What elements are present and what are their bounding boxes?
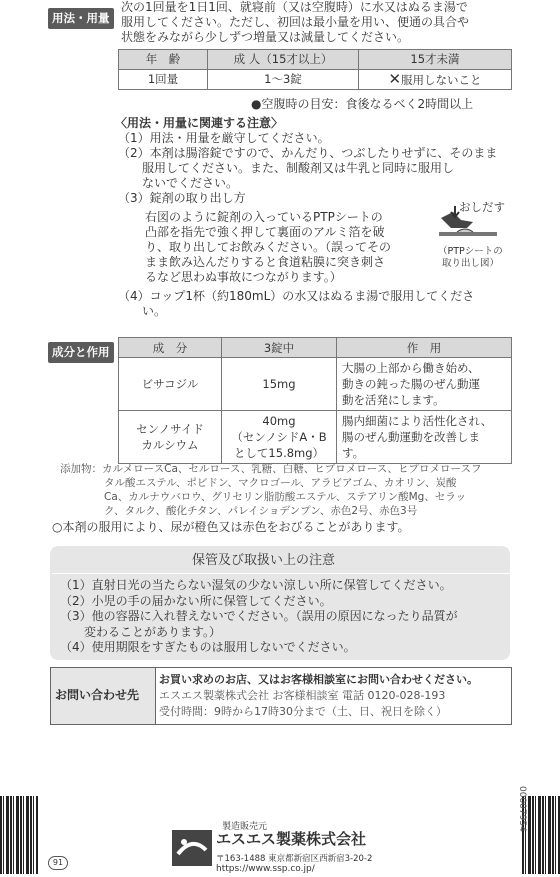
- additives-line: 添加物：カルメロースCa、セルロース、乳糖、白糖、ヒプロメロース、ヒプロメロースフ: [60, 463, 482, 475]
- table-cell: [359, 70, 512, 90]
- list-item: ないでください。: [118, 176, 239, 190]
- table-cell: [222, 411, 337, 464]
- maker-name: エスエス製薬株式会社: [216, 830, 367, 848]
- contact-line: お買い求めのお店、又はお客様相談室にお問い合わせください。: [159, 673, 478, 686]
- list-item: （3）錠剤の取り出し方: [118, 191, 246, 205]
- table-row: [119, 50, 512, 70]
- list-item: （1）直射日光の当たらない湿気の少ない涼しい所に保管してください。: [60, 578, 452, 592]
- table-row: [119, 338, 512, 358]
- usage-text: [121, 0, 521, 45]
- ingredients-table: [118, 337, 512, 464]
- ptp-line: 右図のように錠剤の入っているPTPシートの: [145, 210, 383, 224]
- table-row: [119, 70, 512, 90]
- usage-line: 次の1回量を1日1回、就寝前（又は空腹時）に水又はぬるま湯で: [121, 0, 468, 14]
- contact-text: [159, 672, 509, 720]
- list-item: （4）コップ1杯（約180mL）の水又はぬるま湯で服用してくださ: [118, 289, 475, 303]
- table-row: [119, 411, 512, 464]
- list-item: （2）本剤は腸溶錠ですので、かんだり、つぶしたりせずに、そのまま: [118, 146, 498, 160]
- contact-box: [50, 667, 512, 725]
- list-item: （1）用法・用量を厳守してください。: [118, 131, 330, 145]
- table-cell-text: 服用しないこと: [401, 72, 482, 87]
- ingredient-amount: 40mg: [262, 414, 296, 428]
- ptp-sheet-icon: [439, 232, 497, 236]
- additives-line: ク、タルク、酸化チタン、パレイショデンプン、赤色2号、赤色3号: [104, 505, 418, 517]
- contact-line: 受付時間：9時から17時30分まで（土、日、祝日を除く）: [159, 705, 447, 718]
- additives-line: タル酸エステル、ポビドン、マクロゴール、アラビアゴム、カオリン、炭酸: [104, 477, 457, 489]
- table-header: 年 齢: [119, 50, 208, 70]
- ingredient-name: センノサイド: [136, 422, 204, 436]
- ptp-line: るなど思わぬ事故につながります。）: [145, 270, 342, 284]
- barcode-left: [0, 796, 38, 874]
- urine-note: ○本剤の服用により、尿が橙色又は赤色をおびることがあります。: [52, 520, 410, 534]
- effect-line: 腸内細菌により活性化され、: [342, 414, 493, 428]
- ingredient-amount: として15.8mg）: [233, 446, 325, 460]
- table-cell: 1回量: [119, 70, 208, 90]
- effect-line: 腸のぜん動運動を改善しま: [342, 430, 480, 444]
- table-cell: [337, 411, 512, 464]
- table-header: 成 分: [119, 338, 222, 358]
- storage-title: 保管及び取扱い上の注意: [192, 553, 336, 568]
- additives: [60, 462, 530, 518]
- list-item: 変わることがあります。）: [60, 624, 222, 639]
- ptp-line: 凸部を指先で強く押して裏面のアルミ箔を破: [145, 225, 385, 239]
- list-item: 服用してください。また、制酸剤又は牛乳と同時に服用し: [118, 161, 455, 175]
- dosage-table: [118, 49, 512, 90]
- side-code: 00007954: [517, 786, 527, 832]
- usage-line: 服用してください。ただし、初回は最小量を用い、便通の具合や: [121, 15, 470, 29]
- effect-line: 動きの鈍った腸のぜん動運: [342, 377, 480, 391]
- ss-logo-icon: [172, 830, 212, 866]
- table-cell: [337, 358, 512, 411]
- item-4: [118, 289, 518, 319]
- push-label: おしだす: [459, 200, 505, 214]
- table-cell: [119, 358, 222, 411]
- contact-label: お問い合わせ先: [55, 688, 140, 702]
- page-number: 91: [48, 856, 68, 870]
- table-cell: 1〜3錠: [208, 70, 359, 90]
- effect-line: 動を活発にします。: [342, 393, 445, 407]
- caption-line: （PTPシートの: [438, 246, 503, 257]
- contact-line: エスエス製薬株式会社 お客様相談室 電話 0120-028-193: [159, 689, 446, 702]
- empty-stomach-note: ●空腹時の目安：食後なるべく2時間以上: [251, 97, 474, 111]
- table-cell: [222, 358, 337, 411]
- ptp-line: り、取り出してお飲みください。（誤ってその: [145, 240, 392, 254]
- table-header: 15才未満: [359, 50, 512, 70]
- ingredients-label: 成分と作用: [48, 342, 114, 363]
- logo-dot: [181, 839, 187, 845]
- storage-divider: [52, 573, 512, 574]
- blister-icon: [457, 229, 473, 232]
- additives-line: Ca、カルナウバロウ、グリセリン脂肪酸エステル、ステアリン酸Mg、セラッ: [104, 491, 467, 503]
- usage-label: 用法・用量: [48, 8, 114, 29]
- effect-line: 大腸の上部から働き始め、: [342, 361, 480, 375]
- usage-line: 状態をみながら少しずつ増量又は減量してください。: [121, 30, 410, 44]
- list-item: （4）使用期限をすぎたものは服用しないでください。: [60, 640, 356, 654]
- caption-line: 取り出し図）: [442, 258, 500, 269]
- ptp-line: まま飲み込んだりすると食道粘膜に突き刺さ: [145, 255, 386, 269]
- list-item: （2）小児の手の届かない所に保管してください。: [60, 593, 332, 608]
- table-header: 3錠中: [222, 338, 337, 358]
- table-header: 成 人（15才以上）: [208, 50, 359, 70]
- table-header: 作 用: [337, 338, 512, 358]
- ptp-instructions: [145, 210, 435, 285]
- ingredient-name: ビサコジル: [141, 377, 199, 391]
- maker-url[interactable]: https://www.ssp.co.jp/: [216, 864, 315, 874]
- list-item: （3）他の容器に入れ替えないでください。（誤用の原因になったり品質が: [60, 609, 458, 623]
- maker-address: 〒163-1488 東京都新宿区西新宿3-20-2: [216, 854, 373, 864]
- related-title: 〈用法・用量に関連する注意〉: [115, 116, 284, 130]
- list-item: い。: [118, 304, 167, 318]
- cross-icon: ✕: [388, 69, 402, 88]
- table-cell: [119, 411, 222, 464]
- effect-line: す。: [342, 446, 365, 460]
- table-row: [119, 358, 512, 411]
- related-items: [118, 131, 518, 206]
- ingredient-amount: 15mg: [262, 377, 296, 391]
- storage-items: [60, 578, 510, 656]
- maker-role: 製造販売元: [222, 822, 268, 832]
- ingredient-name: カルシウム: [141, 438, 199, 452]
- ptp-caption: [438, 246, 503, 270]
- ingredient-amount: （センノシドA・B: [231, 430, 327, 444]
